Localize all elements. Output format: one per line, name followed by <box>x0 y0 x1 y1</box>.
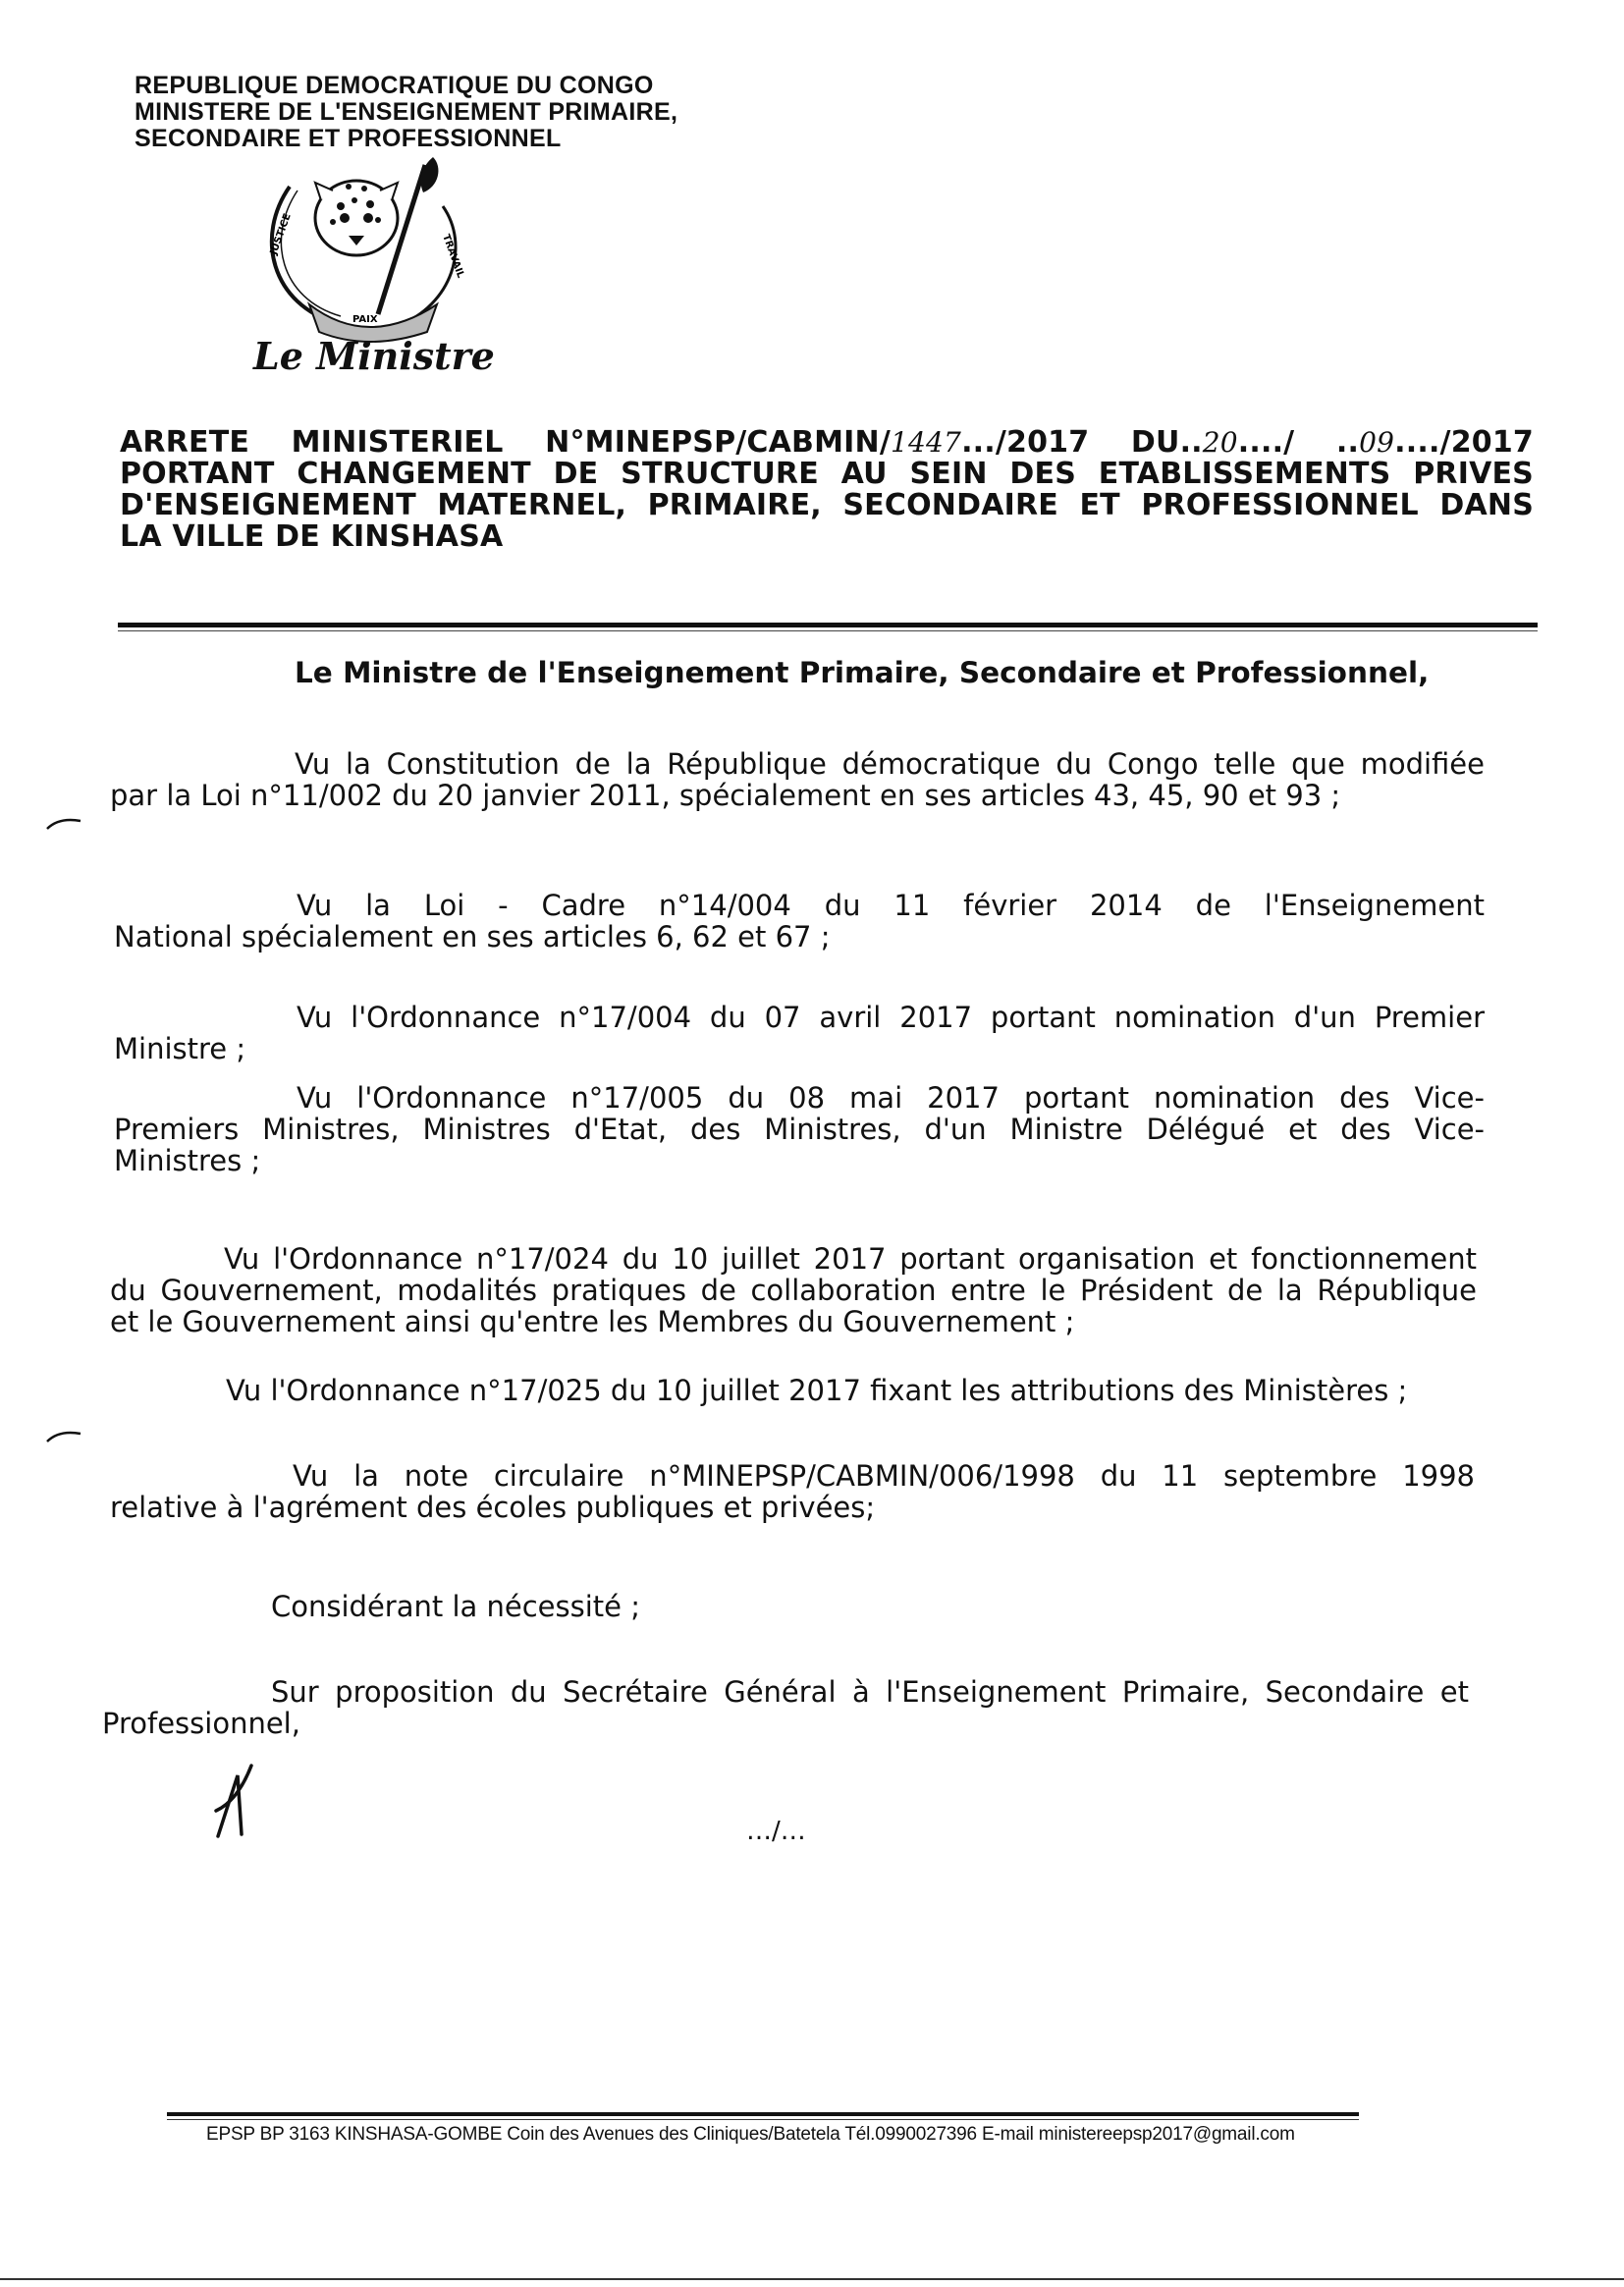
emblem-motto-left: JUSTICE <box>268 212 294 257</box>
margin-mark <box>45 1426 84 1445</box>
decree-day-handwritten: 20 <box>1202 426 1238 459</box>
emblem-motto-bottom: PAIX <box>352 314 378 325</box>
letterhead-ministry: MINISTERE DE L'ENSEIGNEMENT PRIMAIRE, <box>135 98 678 126</box>
recital-ordinance-attributions: Vu l'Ordonnance n°17/025 du 10 juillet 2017 fixant les attributions des Ministères ; <box>226 1374 1408 1407</box>
decree-title-line-1: ARRETE MINISTERIEL N°MINEPSP/CABMIN/1447.../2017 DU..20..../ ..09..../2017 <box>120 425 1534 460</box>
handwritten-initial-mark <box>208 1758 267 1846</box>
footer-divider <box>167 2112 1359 2116</box>
decree-title-line-3: D'ENSEIGNEMENT MATERNEL, PRIMAIRE, SECONDAIRE ET PROFESSIONNEL DANS <box>120 488 1534 522</box>
coat-of-arms-emblem <box>250 157 486 344</box>
page-continuation: …/… <box>746 1817 806 1846</box>
margin-mark <box>45 813 84 833</box>
letterhead-ministry-cont: SECONDAIRE ET PROFESSIONNEL <box>135 125 562 152</box>
recital-constitution: Vu la Constitution de la République démocratique du Congo telle que modifiée par la Loi n°11/002 du 20 janvier 2011, spécialement en ses articles 43, 45, 90 et 93 ; <box>110 747 1485 812</box>
recital-framework-law: Vu la Loi - Cadre n°14/004 du 11 février 2014 de l'Enseignement National spécialement en ses articles 6, 62 et 67 ; <box>114 889 1485 953</box>
recital-proposal: Sur proposition du Secrétaire Général à l'Enseignement Primaire, Secondaire et Professionnel, <box>102 1675 1469 1740</box>
decree-ref-prefix: ARRETE MINISTERIEL N°MINEPSP/CABMIN/ <box>120 425 891 460</box>
footer-divider-thin <box>167 2119 1359 2120</box>
decree-month-handwritten: 09 <box>1359 426 1395 459</box>
recital-ordinance-premier: Vu l'Ordonnance n°17/004 du 07 avril 2017 portant nomination d'un Premier Ministre ; <box>114 1001 1485 1065</box>
leopard-head-icon <box>315 181 398 255</box>
signature-title: Le Ministre <box>253 334 495 378</box>
decree-title-line-4: LA VILLE DE KINSHASA <box>120 519 504 554</box>
decree-ref-mid: /2017 DU <box>995 425 1180 460</box>
footer-contact: EPSP BP 3163 KINSHASA-GOMBE Coin des Avenues des Cliniques/Batetela Tél.0990027396 E-mail ministereepsp2017@gmail.com <box>206 2124 1295 2145</box>
title-divider <box>118 623 1538 627</box>
recital-circular-note: Vu la note circulaire n°MINEPSP/CABMIN/006/1998 du 11 septembre 1998 relative à l'agrément des écoles publiques et privées; <box>110 1459 1475 1524</box>
decree-year: /2017 <box>1439 425 1534 460</box>
emblem-motto-right: TRAVAIL <box>440 233 466 280</box>
letterhead-country: REPUBLIQUE DEMOCRATIQUE DU CONGO <box>135 72 654 99</box>
decree-number-handwritten: 1447 <box>891 426 962 459</box>
issuing-authority: Le Ministre de l'Enseignement Primaire, Secondaire et Professionnel, <box>295 656 1430 689</box>
recital-ordinance-organisation: Vu l'Ordonnance n°17/024 du 10 juillet 2017 portant organisation et fonctionnement du Gouvernement, modalités pratiques de collaboration entre le Président de la République et le Gouvernement ainsi qu'entre les Membres du Gouvernement ; <box>110 1242 1477 1338</box>
recital-ordinance-ministers: Vu l'Ordonnance n°17/005 du 08 mai 2017 portant nomination des Vice- Premiers Ministres, Ministres d'Etat, des Ministres, d'un Ministre Délégué et des Vice- Ministres ; <box>114 1081 1485 1177</box>
scan-edge-line <box>0 2278 1624 2280</box>
decree-title-line-2: PORTANT CHANGEMENT DE STRUCTURE AU SEIN DES ETABLISSEMENTS PRIVES <box>120 457 1534 491</box>
recital-necessity: Considérant la nécessité ; <box>271 1590 640 1623</box>
decree-title <box>120 427 1534 553</box>
letterhead <box>135 73 743 152</box>
title-divider-thin <box>118 630 1538 631</box>
